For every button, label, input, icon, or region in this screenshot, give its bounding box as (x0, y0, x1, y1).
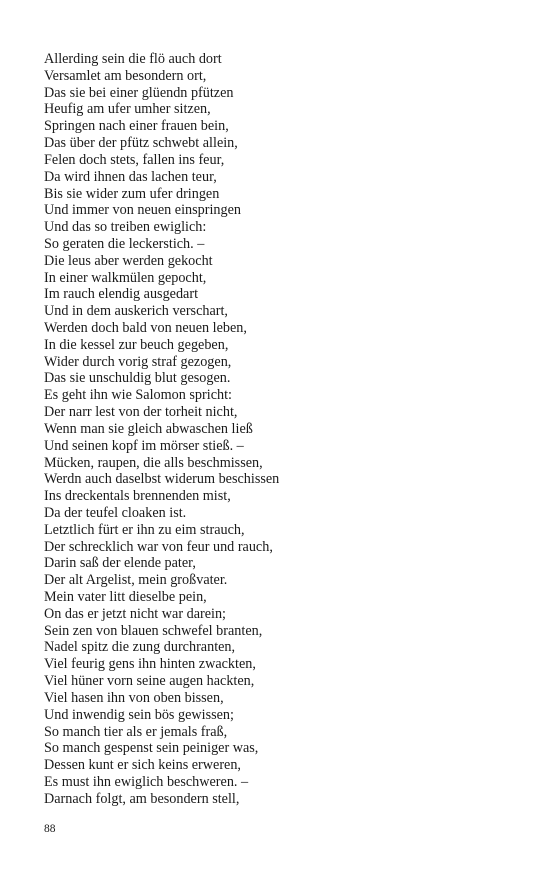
poem-line: Im rauch elendig ausgedart (44, 286, 199, 303)
poem-line: Mein vater litt dieselbe pein, (44, 589, 207, 605)
poem-line: So manch tier als er jemals fraß, (44, 723, 228, 740)
poem-line: Bis sie wider zum ufer dringen (44, 185, 220, 202)
poem-line: Werden doch bald von neuen leben, (44, 320, 247, 336)
poem-line: Letztlich fürt er ihn zu eim strauch, (44, 521, 245, 538)
poem-line: Sein zen von blauen schwefel branten, (44, 622, 263, 639)
poem-line: Darnach folgt, am besondern stell, (44, 790, 240, 807)
poem-line: Ins dreckentals brennenden mist, (44, 488, 231, 505)
poem-line: Werdn auch daselbst widerum beschissen (44, 471, 280, 488)
poem-line: Darin saß der elende pater, (44, 555, 196, 572)
poem-line: So manch gespenst sein peiniger was, (44, 740, 259, 757)
poem-line: Felen doch stets, fallen ins feur, (44, 151, 225, 168)
poem-line: Es geht ihn wie Salomon spricht: (44, 387, 232, 404)
poem-line: Und immer von neuen einspringen (44, 202, 242, 219)
poem-line: In die kessel zur beuch gegeben, (44, 336, 229, 353)
poem-line: Der schrecklich war von feur und rauch, (44, 538, 273, 555)
poem-line: Nadel spitz die zung durchranten, (44, 639, 236, 656)
poem-line: Das über der pfütz schwebt allein, (44, 135, 238, 152)
poem-text (44, 51, 279, 808)
poem-line: Allerding sein die flö auch dort (44, 51, 222, 67)
poem-line: On das er jetzt nicht war darein; (44, 605, 226, 622)
poem-line: Viel hüner vorn seine augen hackten, (44, 673, 255, 690)
poem-line: Und das so treiben ewiglich: (44, 219, 207, 236)
poem-line: In einer walkmülen gepocht, (44, 269, 207, 286)
poem-line: Der narr lest von der torheit nicht, (44, 404, 238, 421)
poem-line: Es must ihn ewiglich beschweren. – (44, 773, 249, 790)
poem-line: Da der teufel cloaken ist. (44, 504, 187, 521)
poem-line: Das sie bei einer glüendn pfützen (44, 84, 234, 101)
poem-line: Wenn man sie gleich abwaschen ließ (44, 420, 253, 437)
poem-line: Da wird ihnen das lachen teur, (44, 168, 217, 185)
poem-line: So geraten die leckerstich. – (44, 235, 205, 252)
poem-line: Dessen kunt er sich keins erweren, (44, 757, 241, 774)
poem-line: Viel hasen ihn von oben bissen, (44, 689, 224, 706)
poem-line: Heufig am ufer umher sitzen, (44, 101, 211, 118)
poem-line: Und inwendig sein bös gewissen; (44, 706, 234, 723)
poem-line: Wider durch vorig straf gezogen, (44, 353, 232, 370)
poem-line: Viel feurig gens ihn hinten zwackten, (44, 656, 256, 673)
poem-line: Das sie unschuldig blut gesogen. (44, 370, 231, 387)
poem-line: Und seinen kopf im mörser stieß. – (44, 437, 244, 454)
poem-line: Und in dem auskerich verschart, (44, 303, 228, 320)
poem-line: Die leus aber werden gekocht (44, 252, 213, 269)
poem-line: Springen nach einer frauen bein, (44, 118, 229, 135)
poem-line: Der alt Argelist, mein großvater. (44, 572, 228, 589)
poem-line: Versamlet am besondern ort, (44, 67, 207, 84)
page-number: 88 (44, 823, 56, 835)
poem-line: Mücken, raupen, die alls beschmissen, (44, 454, 263, 471)
